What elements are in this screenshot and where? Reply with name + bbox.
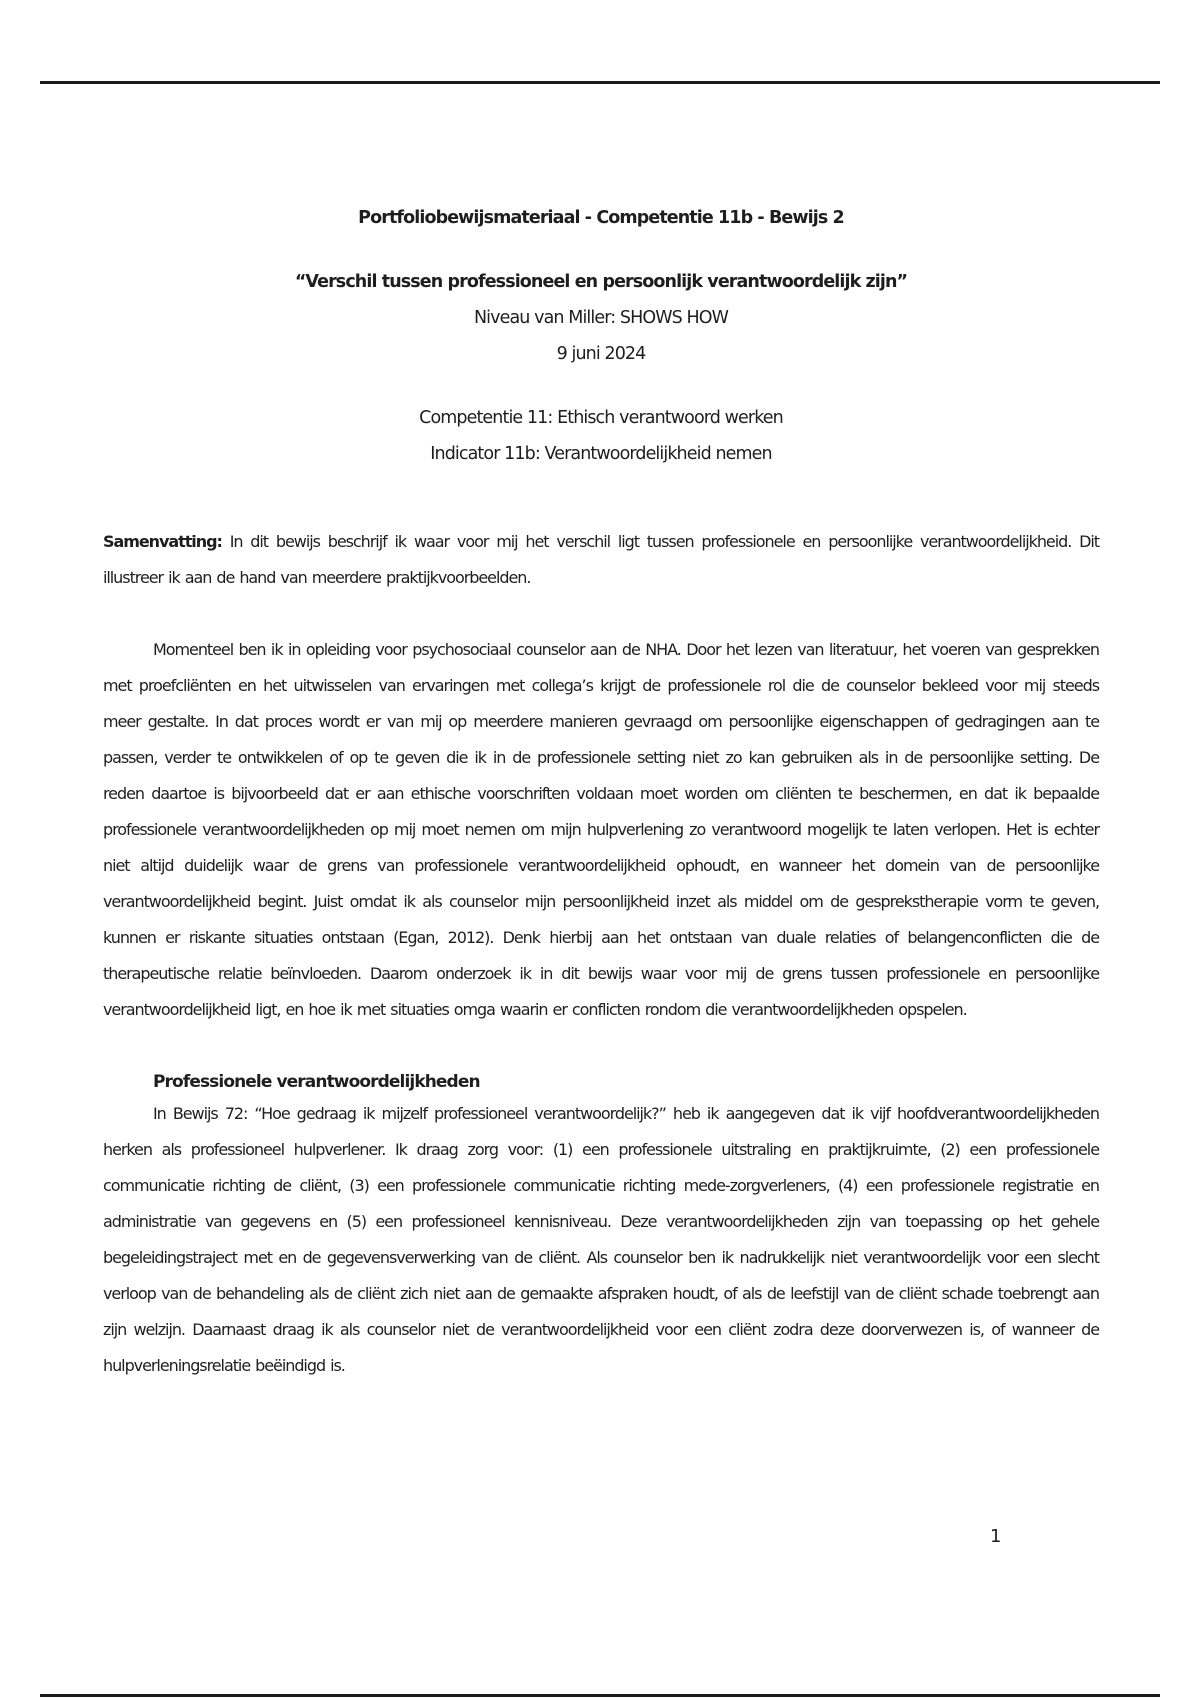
top-rule [40,81,1160,84]
document-date: 9 juni 2024 [556,344,646,364]
section-paragraph: In Bewijs 72: “Hoe gedraag ik mijzelf professioneel verantwoordelijk?” heb ik aangegeven dat ik vijf hoofdverantwoordelijkheden herken als professioneel hulpverlener. Ik draag zorg voor: (1) een professionele uitstraling en praktijkruimte, (2) een professionele communicatie richting de cliënt, (3) een professionele communicatie richting mede-zorgverleners, (4) een professionele registratie en administratie van gegevens en (5) een professioneel kennisniveau. Deze verantwoordelijkheden zijn van toepassing op het gehele begeleidingstraject met en de gegevensverwerking van de cliënt. Als counselor ben ik nadrukkelijk niet verantwoordelijk voor een slecht verloop van de behandeling als de cliënt zich niet aan de gemaakte afspraken houdt, of als de leefstijl van de cliënt schade toebrengt aan zijn welzijn. Daarnaast draag ik als counselor niet de verantwoordelijkheid voor een cliënt zodra deze doorverwezen is, of wanneer de hulpverleningsrelatie beëindigd is. [103,1104,1099,1375]
intro-paragraph: Momenteel ben ik in opleiding voor psychosociaal counselor aan de NHA. Door het lezen van literatuur, het voeren van gesprekken met proefcliënten en het uitwisselen van ervaringen met collega’s krijgt de professionele rol die de counselor bekleed voor mij steeds meer gestalte. In dat proces wordt er van mij op meerdere manieren gevraagd om persoonlijke eigenschappen of gedragingen aan te passen, verder te ontwikkelen of op te geven die ik in de professionele setting niet zo kan gebruiken als in de persoonlijke setting. De reden daartoe is bijvoorbeeld dat er aan ethische voorschriften voldaan moet worden om cliënten te beschermen, en dat ik bepaalde professionele verantwoordelijkheden op mij moet nemen om mijn hulpverlening zo verantwoord mogelijk te laten verlopen. Het is echter niet altijd duidelijk waar de grens van professionele verantwoordelijkheid ophoudt, en wanneer het domein van de persoonlijke verantwoordelijkheid begint. Juist omdat ik als counselor mijn persoonlijkheid inzet als middel om de gesprekstherapie vorm te geven, kunnen er riskante situaties ontstaan (Egan, 2012). Denk hierbij aan het ontstaan van duale relaties of belangenconflicten die de therapeutische relatie beïnvloeden. Daarom onderzoek ik in dit bewijs waar voor mij de grens tussen professionele en persoonlijke verantwoordelijkheid ligt, en hoe ik met situaties omga waarin er conflicten rondom die verantwoordelijkheden opspelen. [103,640,1099,1019]
summary-text: In dit bewijs beschrijf ik waar voor mij het verschil ligt tussen professionele en persoonlijke verantwoordelijkheid. Dit illustreer ik aan de hand van meerdere praktijkvoorbeelden. [103,532,1099,587]
miller-level: Niveau van Miller: SHOWS HOW [473,308,729,328]
summary-label: Samenvatting: [103,532,222,551]
indicator-line: Indicator 11b: Verantwoordelijkheid nemen [430,444,772,464]
page-number: 1 [990,1526,1001,1547]
document-subtitle: “Verschil tussen professioneel en persoonlijk verantwoordelijk zijn” [294,272,908,292]
summary-paragraph [103,524,1099,596]
document-title: Portfoliobewijsmateriaal - Competentie 11b - Bewijs 2 [358,208,844,228]
section-heading: Professionele verantwoordelijkheden [153,1072,480,1092]
competence-line: Competentie 11: Ethisch verantwoord werken [419,408,783,428]
bottom-rule [40,1694,1160,1697]
document-header [103,200,1099,472]
